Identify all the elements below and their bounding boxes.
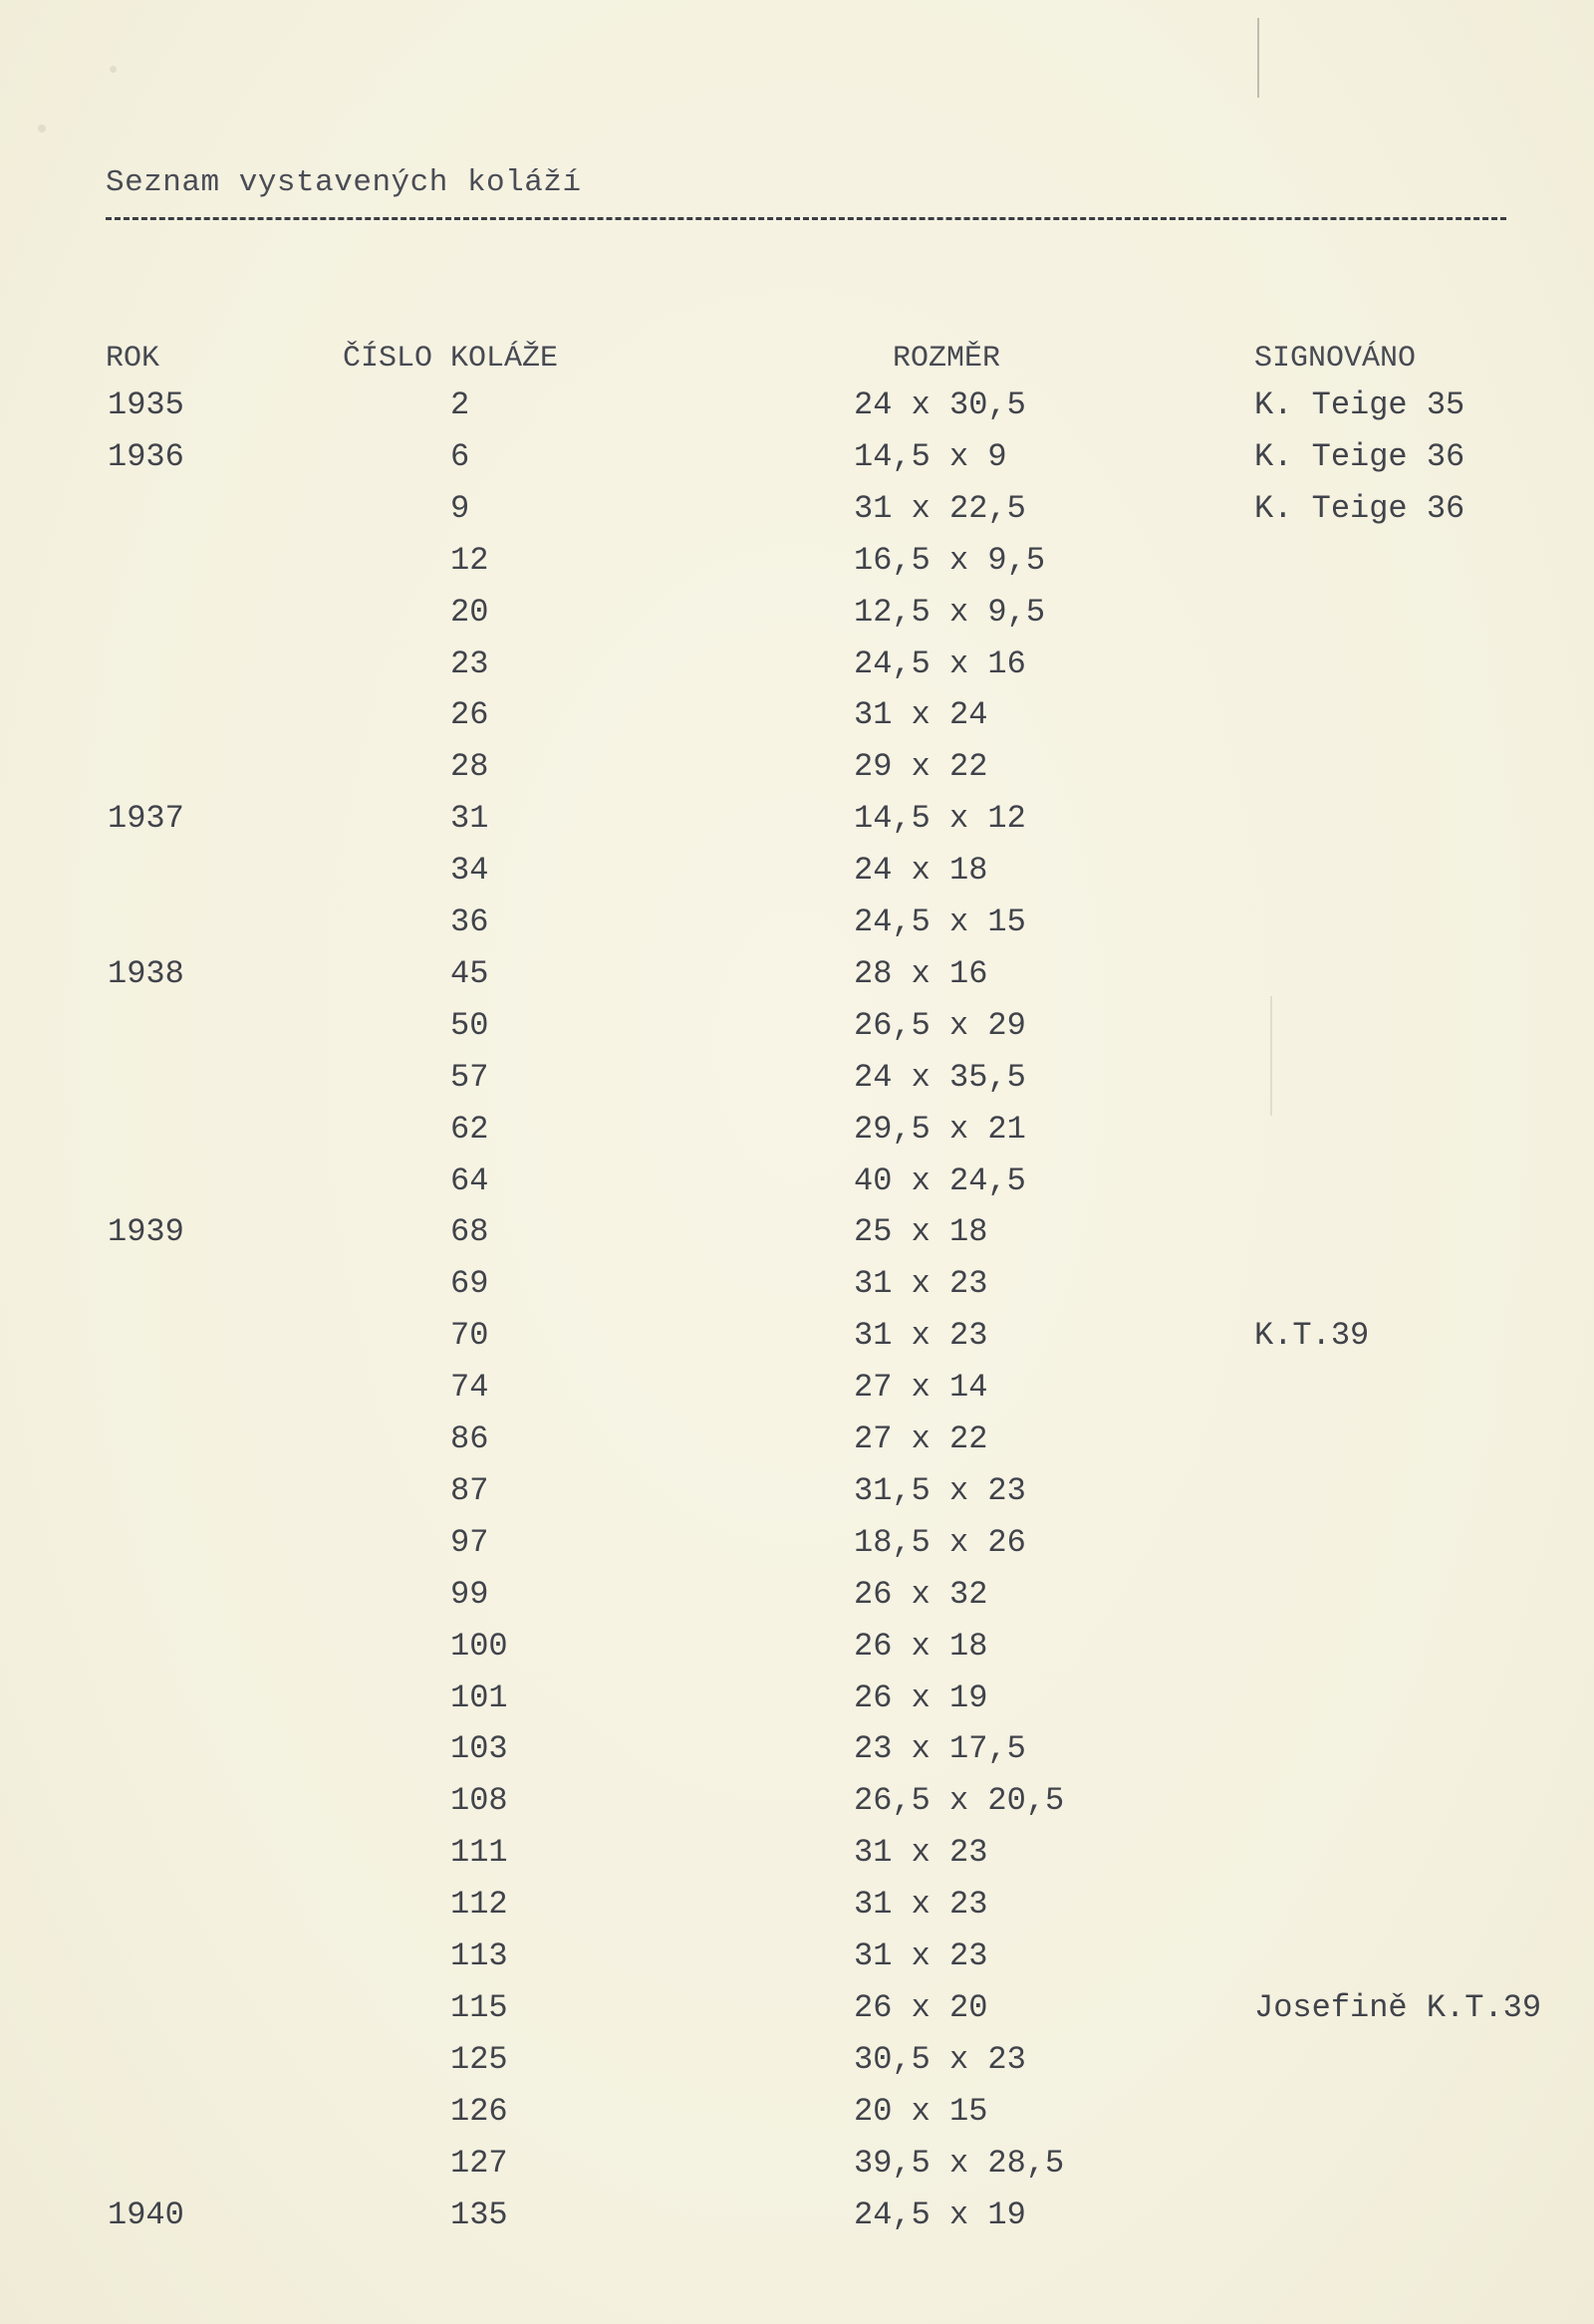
- header-signovano: SIGNOVÁNO: [1254, 342, 1417, 376]
- header-rok: ROK: [106, 342, 160, 376]
- cell-cislo-kolaze: 12: [450, 542, 489, 579]
- cell-rozmer: 12,5 x 9,5: [854, 594, 1046, 631]
- cell-cislo-kolaze: 74: [450, 1369, 489, 1406]
- cell-rozmer: 24,5 x 15: [854, 904, 1026, 940]
- cell-rozmer: 16,5 x 9,5: [854, 542, 1046, 579]
- cell-rozmer: 24 x 18: [854, 852, 988, 889]
- cell-rozmer: 31 x 24: [854, 696, 988, 733]
- cell-cislo-kolaze: 36: [450, 904, 489, 940]
- cell-rozmer: 26,5 x 29: [854, 1007, 1026, 1044]
- cell-rozmer: 31 x 23: [854, 1834, 988, 1871]
- cell-rozmer: 18,5 x 26: [854, 1524, 1026, 1561]
- header-rozmer: ROZMĚR: [893, 342, 1001, 376]
- cell-cislo-kolaze: 87: [450, 1472, 489, 1509]
- cell-rozmer: 29,5 x 21: [854, 1111, 1026, 1148]
- cell-cislo-kolaze: 113: [450, 1937, 508, 1974]
- cell-cislo-kolaze: 100: [450, 1628, 508, 1665]
- cell-cislo-kolaze: 64: [450, 1162, 489, 1199]
- paper-speck: [38, 125, 46, 132]
- cell-rozmer: 27 x 22: [854, 1420, 988, 1457]
- cell-rozmer: 40 x 24,5: [854, 1162, 1026, 1199]
- cell-cislo-kolaze: 115: [450, 1989, 508, 2026]
- cell-signovano: K.T.39: [1254, 1317, 1370, 1354]
- cell-rozmer: 31 x 22,5: [854, 490, 1026, 527]
- cell-cislo-kolaze: 103: [450, 1730, 508, 1767]
- cell-rozmer: 26 x 19: [854, 1679, 988, 1716]
- cell-rozmer: 24 x 35,5: [854, 1059, 1026, 1096]
- cell-cislo-kolaze: 31: [450, 800, 489, 837]
- cell-rozmer: 23 x 17,5: [854, 1730, 1026, 1767]
- cell-rok: 1936: [108, 438, 184, 475]
- cell-cislo-kolaze: 108: [450, 1782, 508, 1819]
- cell-rozmer: 20 x 15: [854, 2093, 988, 2130]
- cell-signovano: Josefině K.T.39: [1254, 1989, 1542, 2026]
- cell-rozmer: 24 x 30,5: [854, 387, 1026, 423]
- cell-rok: 1938: [108, 955, 184, 992]
- cell-signovano: K. Teige 36: [1254, 438, 1465, 475]
- cell-cislo-kolaze: 135: [450, 2196, 508, 2233]
- cell-cislo-kolaze: 45: [450, 955, 489, 992]
- cell-cislo-kolaze: 26: [450, 696, 489, 733]
- cell-signovano: K. Teige 35: [1254, 387, 1465, 423]
- paper-speck: [110, 66, 117, 73]
- cell-rozmer: 31 x 23: [854, 1265, 988, 1302]
- cell-rozmer: 31 x 23: [854, 1937, 988, 1974]
- cell-cislo-kolaze: 2: [450, 387, 470, 423]
- cell-rozmer: 31 x 23: [854, 1317, 988, 1354]
- cell-cislo-kolaze: 34: [450, 852, 489, 889]
- cell-rozmer: 39,5 x 28,5: [854, 2145, 1065, 2182]
- cell-rozmer: 14,5 x 9: [854, 438, 1007, 475]
- cell-rozmer: 31,5 x 23: [854, 1472, 1026, 1509]
- cell-cislo-kolaze: 68: [450, 1213, 489, 1250]
- cell-cislo-kolaze: 127: [450, 2145, 508, 2182]
- cell-cislo-kolaze: 86: [450, 1420, 489, 1457]
- cell-rozmer: 29 x 22: [854, 748, 988, 785]
- title-underline: [106, 217, 1506, 220]
- cell-rok: 1937: [108, 800, 184, 837]
- cell-cislo-kolaze: 99: [450, 1576, 489, 1613]
- cell-rozmer: 26 x 32: [854, 1576, 988, 1613]
- header-cislo-kolaze: ČÍSLO KOLÁŽE: [343, 342, 559, 376]
- cell-rozmer: 31 x 23: [854, 1886, 988, 1923]
- cell-rozmer: 14,5 x 12: [854, 800, 1026, 837]
- document-title: Seznam vystavených koláží: [106, 165, 582, 200]
- cell-cislo-kolaze: 28: [450, 748, 489, 785]
- cell-cislo-kolaze: 70: [450, 1317, 489, 1354]
- cell-rozmer: 27 x 14: [854, 1369, 988, 1406]
- cell-cislo-kolaze: 69: [450, 1265, 489, 1302]
- cell-rozmer: 26 x 20: [854, 1989, 988, 2026]
- cell-rozmer: 24,5 x 19: [854, 2196, 1026, 2233]
- cell-rozmer: 26,5 x 20,5: [854, 1782, 1065, 1819]
- cell-cislo-kolaze: 23: [450, 646, 489, 682]
- paper-crease-mark: [1257, 18, 1259, 98]
- cell-rok: 1939: [108, 1213, 184, 1250]
- cell-cislo-kolaze: 101: [450, 1679, 508, 1716]
- cell-cislo-kolaze: 126: [450, 2093, 508, 2130]
- cell-cislo-kolaze: 57: [450, 1059, 489, 1096]
- cell-cislo-kolaze: 6: [450, 438, 470, 475]
- cell-cislo-kolaze: 125: [450, 2041, 508, 2078]
- cell-cislo-kolaze: 97: [450, 1524, 489, 1561]
- cell-cislo-kolaze: 111: [450, 1834, 508, 1871]
- cell-rozmer: 25 x 18: [854, 1213, 988, 1250]
- cell-rozmer: 26 x 18: [854, 1628, 988, 1665]
- cell-cislo-kolaze: 112: [450, 1886, 508, 1923]
- cell-cislo-kolaze: 50: [450, 1007, 489, 1044]
- cell-signovano: K. Teige 36: [1254, 490, 1465, 527]
- cell-rok: 1940: [108, 2196, 184, 2233]
- cell-rok: 1935: [108, 387, 184, 423]
- cell-cislo-kolaze: 9: [450, 490, 470, 527]
- cell-cislo-kolaze: 20: [450, 594, 489, 631]
- cell-rozmer: 28 x 16: [854, 955, 988, 992]
- cell-rozmer: 24,5 x 16: [854, 646, 1026, 682]
- paper-crease-mark: [1270, 996, 1272, 1116]
- cell-cislo-kolaze: 62: [450, 1111, 489, 1148]
- cell-rozmer: 30,5 x 23: [854, 2041, 1026, 2078]
